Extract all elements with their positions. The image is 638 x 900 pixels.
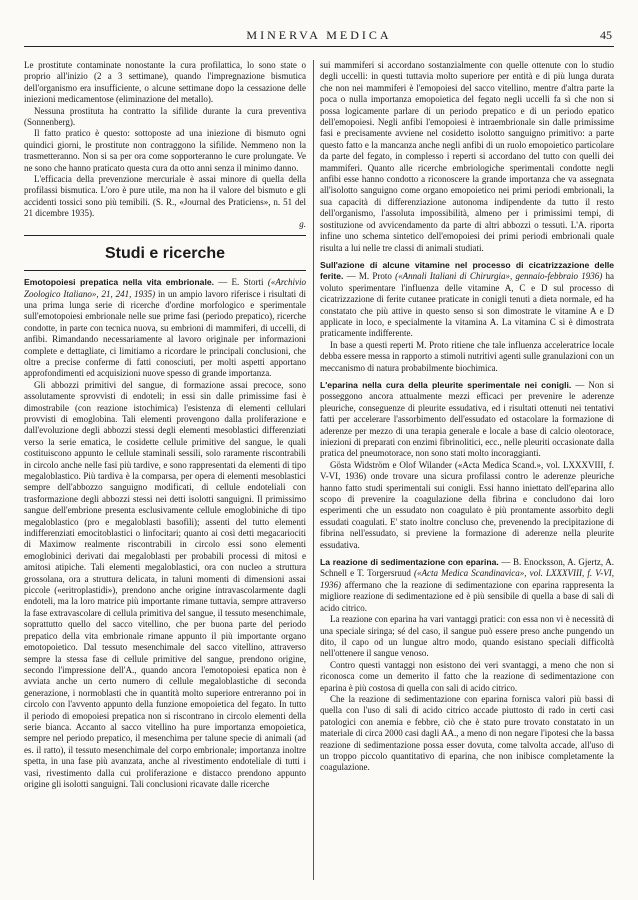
section-title: Studi e ricerche — [104, 245, 226, 263]
article-author: — B. Enocksson, A. Gjertz, A. Schnell e T. Torgersruud — [320, 557, 614, 579]
article-body: Gösta Widström e Olof Wilander («Acta Medica Scand.», vol. LXXXVIII, f. V-VI, 1936) onde trovare una sicura profilassi contro le aderenze pleuriche hanno fatto studi sperimentali sui conigli. Essi hanno iniettato dell'eparina allo scopo di prevenire la coagulazione della fibrina e concludono dai loro esperimenti che un essudato non coagulato è più prontamente assorbito degli essudati coagulati. E' stato inoltre concluso che, prevenendo la precipitazione di fibrina nell'essudato, si previene la formazione di aderenze nella pleurite essudativa. — [320, 459, 614, 550]
column-divider — [313, 60, 314, 880]
article-title: Emotopoiesi prepatica nella vita embrionale. — [24, 277, 215, 288]
article-body: — Non si posseggono ancora attualmente mezzi efficaci per prevenire le aderenze pleuriche, conseguenze di pleurite essudativa, ed i risultati ottenuti nei tentativi fatti per accelerare l'assorbimento dell'essudato ed ostacolare la formazione di aderenze per mezzo di una terapia generale e locale a base di calcio oleotorace, iniezioni di preparati con enzimi fibrinolitici, ecc., nelle pleuriti occasionate dalla pratica del pneumotorace, non sono stati molto incoraggianti. — [320, 379, 614, 459]
page-header — [0, 28, 638, 44]
article-source: («Archivio Zoologico Italiano», 21, 241, 1935) — [24, 277, 306, 299]
paragraph: Le prostitute contaminate nonostante la cura profilattica, lo sono state o proprio all'inizio (2 a 3 settimane), quando l'impregnazione bismutica dell'organismo era insufficiente, o alcune settimane dopo la cessazione delle iniezioni medicamentose (eliminazione del metallo). — [24, 60, 306, 105]
article-author: — M. Proto — [346, 271, 392, 282]
article-emotopoiesi — [24, 277, 306, 790]
article-continuation — [320, 60, 614, 254]
article-body: sui mammiferi si accordano sostanzialmente con quelle ottenute con lo studio degli uccelli: in questi tuttavia molto superiore per entità e di più lunga durata che non nei mammiferi è l'emopoiesi del sacco vitellino, mentre d'altra parte la poca o nulla importanza emopoietica del fegato negli uccelli fa sì che non si possa logicamente parlare di un periodo prepatico e di un periodo epatico dell'emopoiesi. Negli anfibi l'emopoiesi è intraembrionale sin dalle primissime fasi e precisamente avviene nel cosidetto isolotto sanguigno primitivo: a parte questo fatto e la mancanza anche negli anfibi di un ruolo emopoietico particolare da parte del fegato, in complesso i reperti si accordano del tutto con quelli dei mammiferi. Quanto alle ricerche embriologiche sperimentali condotte negli anfibi esse hanno condotto a riconoscere la grande importanza che va assegnata all'isolotto sanguigno come organo emopoietico nei primi periodi embrionali, la sua capacità di differenziazione autonoma indipendente da tutto il resto dell'organismo, l'assoluta impossibilità, almeno per i primissimi tempi, di sostituzione od avvicendamento da parte di altri abbozzi o tessuti. L'A. riporta infine uno schema sintetico dell'emopoiesi dei primi periodi embrionali quale risulta a lui nelle tre classi di animali studiati. — [320, 60, 614, 253]
article-title: L'eparina nella cura della pleurite sperimentale nei conigli. — [320, 379, 572, 390]
article-body: La reazione con eparina ha vari vantaggi pratici: con essa non vi è necessità di una speciale siringa; sé del caso, il sangue può essere preso anche pungendo un dito, il capo od un lungue altro modo, quando esistano speciali difficoltà nell'ottenere il sangue venoso. — [320, 614, 614, 659]
right-column — [320, 60, 614, 774]
left-column — [24, 60, 306, 790]
author-signature: g. — [299, 218, 306, 229]
article-vitamine — [320, 260, 614, 374]
article-author: — E. Storti — [218, 277, 264, 288]
paragraph: Il fatto pratico è questo: sottoposte ad una iniezione di bismuto ogni quindici giorni, le prostitute non contraggono la sifilide. Nemmeno non la trasmetteranno. Non si sa per ora come sopporteranno le cure prolungate. Ve ne sono che hanno praticato questa cura da otto anni senza il minimo danno. — [24, 128, 306, 173]
article-source: («Annali Italiani di Chirurgia», gennaio-febbraio 1936) — [395, 271, 603, 282]
paragraph: Nessuna prostituta ha contratto la sifilide durante la cura preventiva (Sonnenberg). — [24, 105, 306, 128]
article-body: ha voluto sperimentare l'influenza delle vitamine A, C e D sul processo di cicatrizzazione di ferite cutanee praticate in conigli tenuti a dieta normale, ed ha constatato che più attive in questo senso si son dimostrate le vitamine A e D applicate in loco, e specialmente la vitamina A. La vitamina C si è dimostrata praticamente indifferente. — [320, 271, 615, 339]
header-rule — [24, 46, 614, 47]
section-title-rule — [24, 270, 306, 271]
article-body: affermano che la reazione di sedimentazione con eparina rappresenta la migliore reazione di sedimentazione ed è più sensibile di quella a base di sali di acido citrico. — [320, 579, 615, 613]
article-body: Gli abbozzi primitivi del sangue, di formazione assai precoce, sono assolutamente sprovvisti di endoteli; in essi sin dalle primissime fasi è dimostrabile (con reazione istochimica) l'esistenza di elementi cellulari provvisti di emoglobina. Tali elementi provengono dalla proliferazione e dall'evoluzione degli abbozzi stessi degli elementi mesoblastici differenziati verso la serie ematica, le cosidette cellule primitive del sangue, le quali costituiscono appunto le cellule staminali sessili, solo raramente riscontrabili in circolo anche nelle fasi più tardive, e sono rappresentati da elementi di tipo megaloblastico. Più tardiva è la comparsa, per opera di elementi mesoblastici sempre dell'abbozzo sanguigno modificati, di cellule endoteliali con trasformazione degli abbozzi stessi nei detti isolotti sanguigni. Il primissimo sangue dell'embrione presenta esclusivamente cellule emoglobiniche di tipo megaloblastico (pro e megaloblasti basofili); assenti del tutto elementi indifferenziati emocitoblastici o linfocitari; quanto ai così detti megacariociti di Maximow realmente riscontrabili in circolo essi sono elementi emoglobinici derivati dai megaloblasti per probabili processi di mitosi e amitosi atipiche. Tali elementi megaloblastici, ora con nucleo a struttura grossolana, ora a struttura delicata, in taluni momenti di dimensioni assai piccole («eritroplastidi»), prendono anche origine intravascolarmente dagli endoteli, ma la loro matrice più importante rimane tuttavia, sempre attraverso la fase extravascolare di cellula primitiva del sangue, il tessuto mesenchimale, soprattutto quello del sacco vitellino, che per buona parte del periodo prepatico della vita embrionale rimane appunto il più importante organo emotopoietico. Dal tessuto mesenchimale del sacco vitellino, attraverso sempre la stessa fase di cellule primitive del sangue, prendono origine, secondo l'impressione dell'A., quando ancora l'emotopoiesi epatica non è avviata anche un certo numero di cellule megaloblastiche di seconda generazione, i normoblasti che in quantità molto superiore entreranno poi in circolo con l'avvento appunto della funzione emopoietica del fegato. In tutto il periodo di emopoiesi prepatica non si riscontrano in circolo elementi della serie bianca. Accanto al sacco vitellino ha pure importanza emopoietica, sempre nel periodo prepatico, il mesenchima per talune specie di animali (ad es. il ratto), il tessuto mesenchimale del corpo embrionale; importanza inoltre spetta, in una fase più avanzata, anche al rivestimento endoteliale di tutti i vasi, rivestimento dalla cui proliferazione e distacco prendono appunto origine gli isolotti sanguigni. Tali conclusioni ricavate dalle ricerche — [24, 379, 306, 789]
section-divider — [24, 235, 306, 236]
running-title: MINERVA MEDICA — [246, 28, 392, 42]
article-title: La reazione di sedimentazione con eparina. — [320, 557, 499, 568]
article-source: («Acta Medica Scandinavica», vol. LXXXVIII, f. V-VI, 1936) — [320, 568, 615, 590]
article-body: Contro questi vantaggi non esistono dei veri svantaggi, a meno che non si riconosca come un demerito il fatto che la reazione di sedimentazione con eparina è più costosa di quella con sali di acido citrico. — [320, 659, 614, 693]
page-number: 45 — [600, 28, 612, 42]
article-body: Che la reazione di sedimentazione con eparina fornisca valori più bassi di quella con l'uso di sali di acido citrico accade piuttosto di rado in certi casi patologici con anemia e febbre, ciò che è stato pure trovato constatato in un materiale di circa 2000 casi dagli AA., a meno di non negare l'ipotesi che la bassa reazione di sedimentazione possa esser dovuta, come talvolta accade, all'uso di un troppo piccolo quantitativo di eparina, che non inibisce completamente la coagulazione. — [320, 693, 614, 773]
article-eparina-pleurite — [320, 380, 614, 551]
article-body: In base a questi reperti M. Proto ritiene che tale influenza acceleratrice locale debba essere messa in rapporto a stimoli nutritivi agenti sulle granulazioni con un meccanismo di natura probabilmente biochimica. — [320, 339, 614, 373]
article-body: in un ampio lavoro riferisce i risultati di una prima lunga serie di ricerche d'ordine morfologico e sperimentale sull'emotopoiesi embrionale nelle sue prime fasi (periodo prepatico), ricerche condotte, in parte con tecnica nuova, su embrioni di mammiferi, di uccelli, di anfibi. Rimandando necessariamente al lavoro originale per informazioni complete e dettagliate, ci limitiamo a ricordare le principali conclusioni, che oltre a precise conferme di fatti conosciuti, per molti aspetti apportano approfondimenti ed acquisizioni nuove spesso di grande importanza. — [24, 288, 307, 379]
article-title: Sull'azione di alcune vitamine nel processo di cicatrizzazione delle ferite. — [320, 259, 614, 282]
article-sedimentazione — [320, 557, 614, 774]
paragraph: L'efficacia della prevenzione mercuriale è assai minore di quella della profilassi bismutica. L'oro è pure utile, ma non ha il valore del bismuto e gli accidenti tossici sono più temibili. (S. R., «Journal des Praticiens», n. 51 del 21 dicembre 1935). — [24, 174, 306, 219]
